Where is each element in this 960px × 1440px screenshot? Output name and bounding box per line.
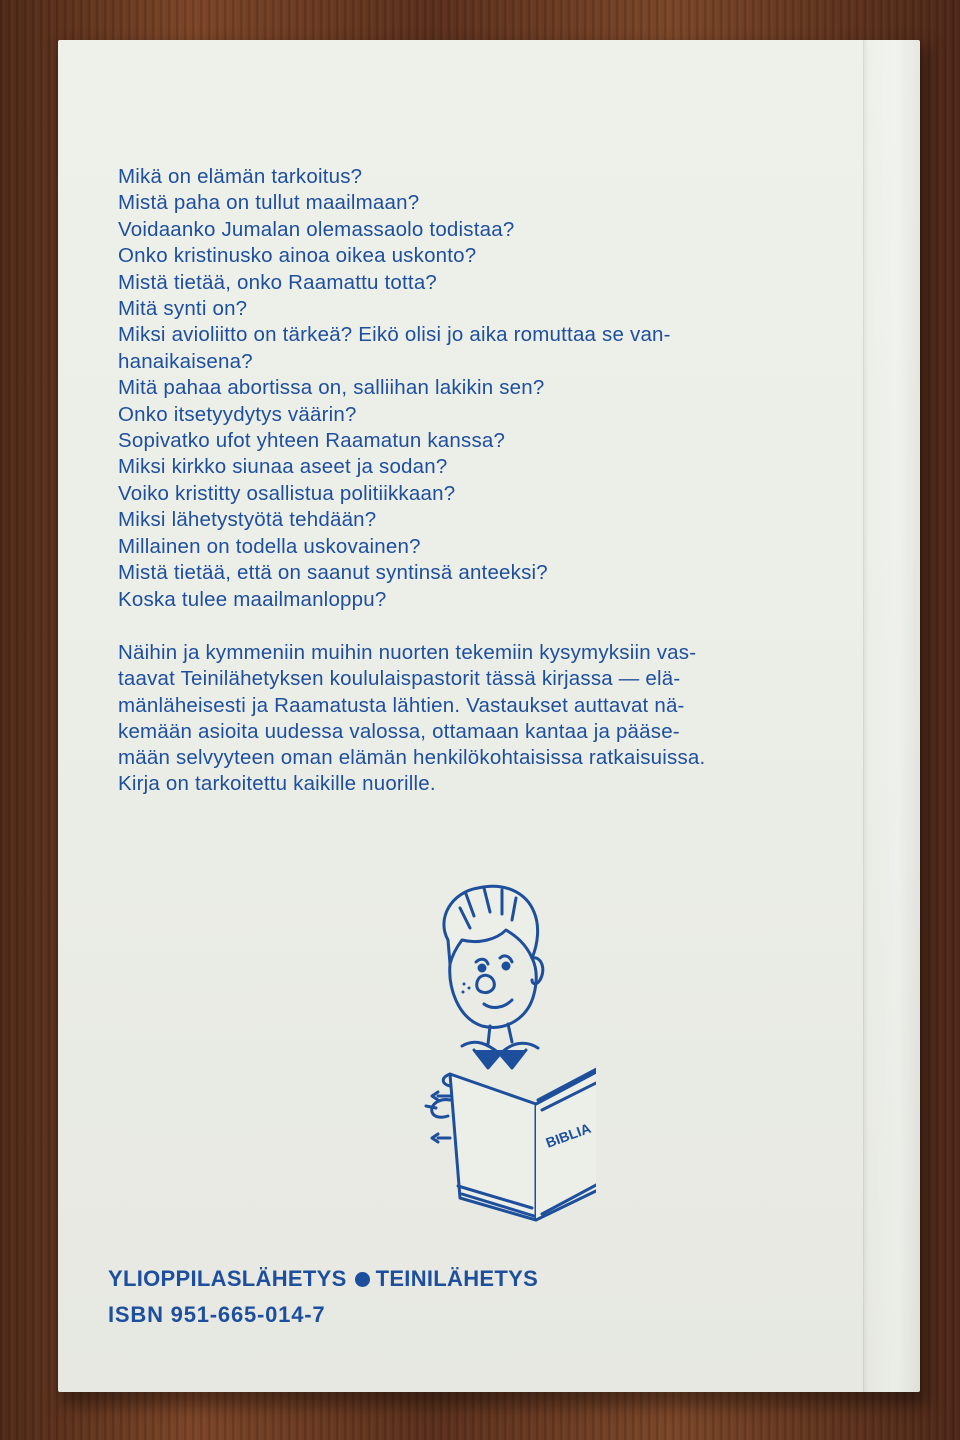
back-cover-text <box>118 164 858 798</box>
nose <box>477 975 495 992</box>
question-list <box>118 164 858 613</box>
paragraph-line: taavat Teinilähetyksen koululaispastorit tässä kirjassa — elä- <box>118 667 681 691</box>
paragraph-line: kemään asioita uudessa valossa, ottamaan kantaa ja pääse- <box>118 719 680 743</box>
publisher-names <box>108 1264 538 1294</box>
mouth <box>484 1000 512 1007</box>
publisher-right: TEINILÄHETYS <box>375 1266 539 1291</box>
question-line: Sopivatko ufot yhteen Raamatun kanssa? <box>118 429 506 453</box>
paragraph-line: mänläheisesti ja Raamatusta lähtien. Vastaukset auttavat nä- <box>118 693 685 717</box>
isbn: ISBN 951-665-014-7 <box>108 1302 326 1327</box>
question-line: hanaikaisena? <box>118 349 253 373</box>
question-line: Koska tulee maailmanloppu? <box>118 587 387 611</box>
boy-reading-bible-illustration <box>366 878 596 1238</box>
book-spine <box>863 40 920 1392</box>
publisher-block <box>108 1264 538 1328</box>
question-line: Millainen on todella uskovainen? <box>118 534 421 558</box>
question-line: Mistä paha on tullut maailmaan? <box>118 191 420 215</box>
bullet-dot-icon <box>355 1272 370 1287</box>
question-line: Voidaanko Jumalan olemassaolo todistaa? <box>118 217 515 241</box>
question-line: Onko kristinusko ainoa oikea uskonto? <box>118 244 477 268</box>
question-line: Miksi lähetystyötä tehdään? <box>118 508 377 532</box>
bible-back-cover <box>450 1074 536 1220</box>
question-line: Mistä tietää, että on saanut syntinsä anteeksi? <box>118 561 548 585</box>
question-line: Mikä on elämän tarkoitus? <box>118 165 363 188</box>
paragraph-line: Näihin ja kymmeniin muihin nuorten tekemiin kysymyksiin vas- <box>118 640 697 664</box>
question-line: Miksi kirkko siunaa aseet ja sodan? <box>118 455 448 479</box>
description-paragraph <box>118 640 858 798</box>
question-line: Miksi avioliitto on tärkeä? Eikö olisi jo aika romuttaa se van- <box>118 323 671 347</box>
question-line: Mitä pahaa abortissa on, salliihan lakikin sen? <box>118 376 545 400</box>
question-line: Mistä tietää, onko Raamattu totta? <box>118 270 438 294</box>
question-line: Voiko kristitty osallistua politiikkaan? <box>118 481 456 505</box>
book-back-cover <box>58 40 920 1392</box>
hair-outline <box>444 886 538 964</box>
question-line: Onko itsetyydytys väärin? <box>118 402 357 426</box>
publisher-left: YLIOPPILASLÄHETYS <box>108 1266 347 1291</box>
bible-label: BIBLIA <box>543 1119 593 1151</box>
question-line: Mitä synti on? <box>118 297 248 321</box>
paragraph-line: Kirja on tarkoitettu kaikille nuorille. <box>118 772 436 796</box>
paragraph-line: mään selvyyteen oman elämän henkilökohtaisissa ratkaisuissa. <box>118 746 706 770</box>
